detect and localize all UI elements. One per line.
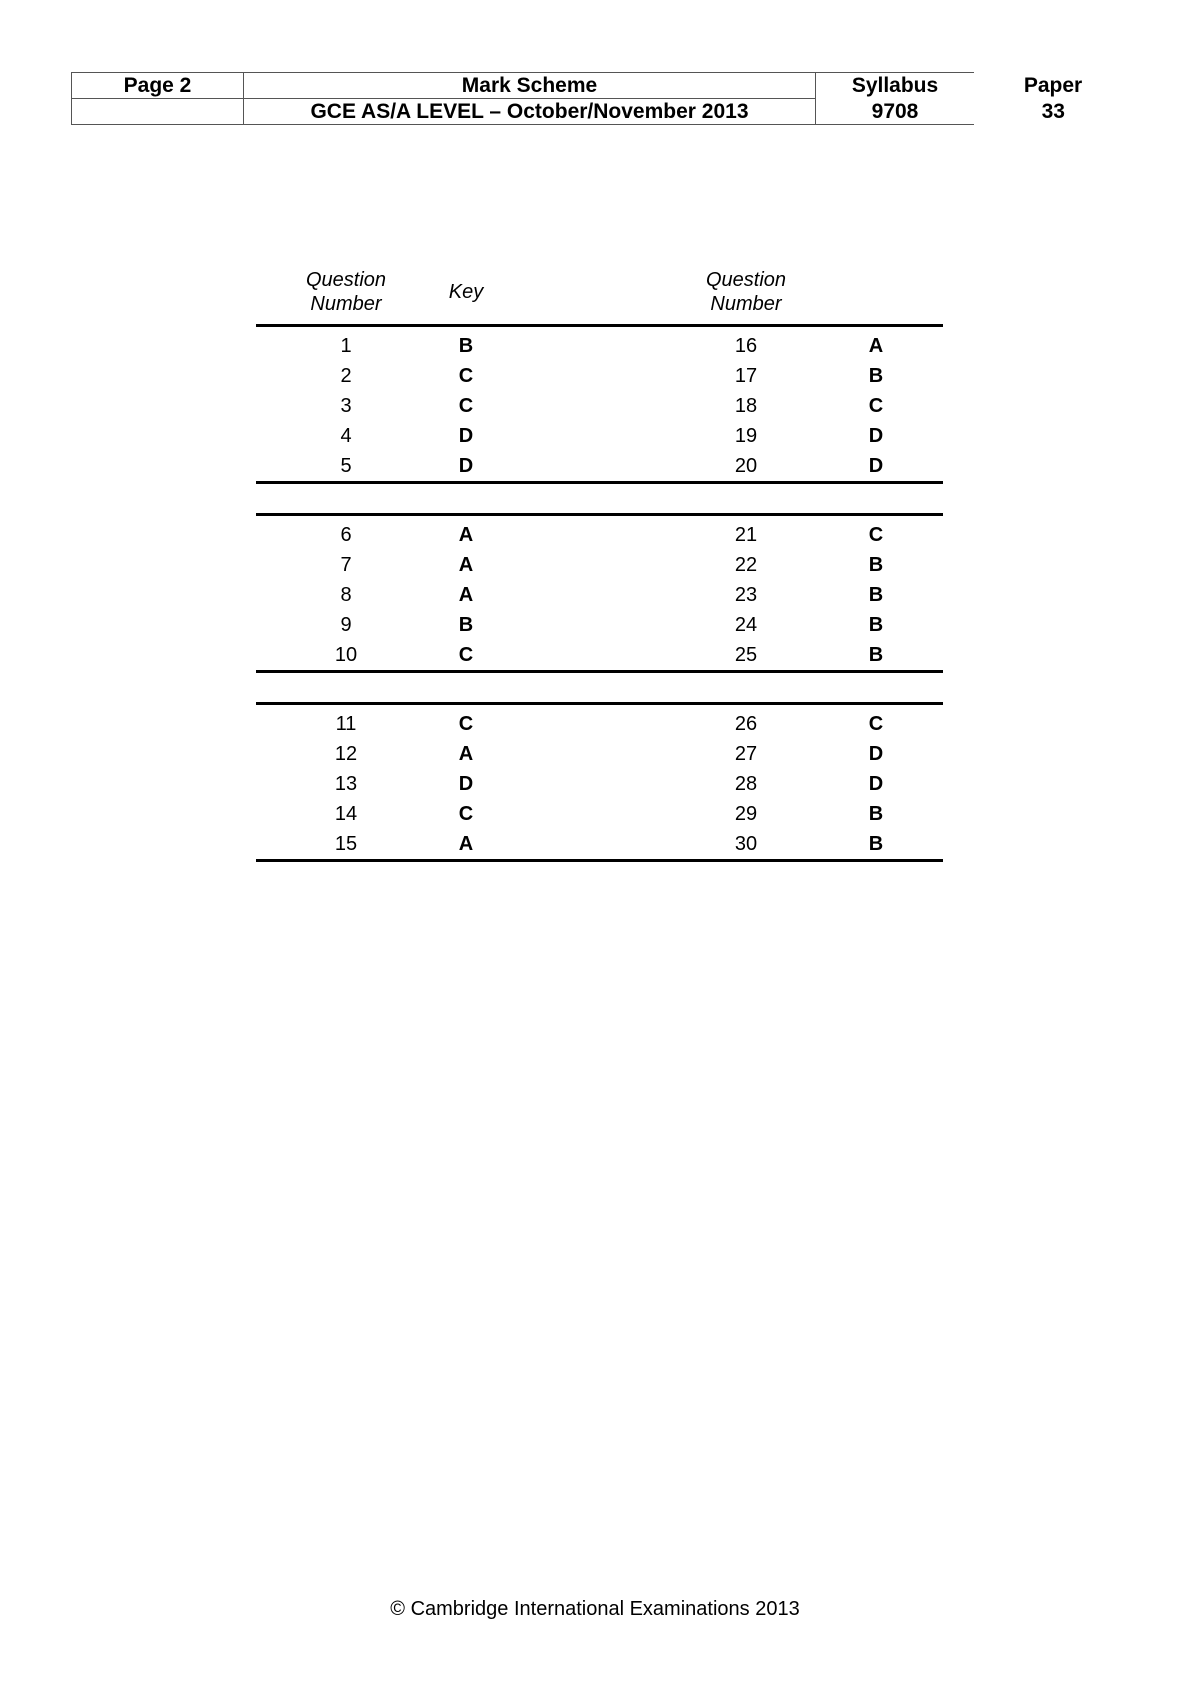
question-number: 10	[334, 644, 358, 666]
document-title: Mark Scheme	[244, 73, 816, 99]
question-number: 18	[734, 395, 758, 417]
copyright-footer: © Cambridge International Examinations 2013	[390, 1598, 800, 1620]
answer-key: D	[458, 773, 474, 795]
col-question-number-line1: Question	[305, 269, 387, 291]
answer-key: D	[868, 773, 884, 795]
answer-key: C	[458, 395, 474, 417]
question-number: 29	[734, 803, 758, 825]
answer-key-blocks	[256, 324, 943, 862]
question-number: 9	[340, 614, 352, 636]
col-question-number-2-line1: Question	[705, 269, 787, 291]
answer-key: A	[868, 335, 884, 357]
answer-key: C	[868, 524, 884, 546]
question-number: 28	[734, 773, 758, 795]
answer-key: A	[458, 584, 474, 606]
question-number: 12	[334, 743, 358, 765]
table-row	[256, 550, 943, 580]
answer-key-column-headers	[256, 262, 943, 322]
table-row	[256, 709, 943, 739]
col-question-number-2-line2: Number	[710, 293, 782, 315]
syllabus-value: 9708	[816, 99, 975, 125]
answer-key: C	[458, 803, 474, 825]
answer-key: A	[458, 743, 474, 765]
answer-key: B	[868, 803, 884, 825]
header-table	[71, 72, 1133, 125]
syllabus-label: Syllabus	[816, 73, 975, 99]
answer-block	[256, 702, 943, 862]
question-number: 2	[340, 365, 352, 387]
table-row	[256, 640, 943, 670]
table-row	[256, 391, 943, 421]
answer-key: C	[458, 365, 474, 387]
question-number: 15	[334, 833, 358, 855]
question-number: 3	[340, 395, 352, 417]
paper-value: 33	[1041, 100, 1065, 123]
answer-key-table	[256, 262, 943, 862]
question-number: 21	[734, 524, 758, 546]
answer-key: B	[868, 365, 884, 387]
answer-key: D	[458, 455, 474, 477]
table-row	[256, 421, 943, 451]
table-row	[256, 580, 943, 610]
paper-label: Paper	[1023, 74, 1083, 97]
answer-block	[256, 513, 943, 673]
question-number: 14	[334, 803, 358, 825]
question-number: 24	[734, 614, 758, 636]
question-number: 17	[734, 365, 758, 387]
question-number: 4	[340, 425, 352, 447]
table-row	[256, 451, 943, 481]
question-number: 22	[734, 554, 758, 576]
table-row	[256, 739, 943, 769]
answer-block	[256, 324, 943, 484]
page-label-blank	[72, 99, 244, 125]
question-number: 7	[340, 554, 352, 576]
question-number: 26	[734, 713, 758, 735]
document-subtitle: GCE AS/A LEVEL – October/November 2013	[244, 99, 816, 125]
answer-key: A	[458, 833, 474, 855]
col-question-number-2	[696, 262, 796, 322]
table-row	[256, 769, 943, 799]
answer-key: B	[868, 644, 884, 666]
answer-key: B	[868, 833, 884, 855]
question-number: 8	[340, 584, 352, 606]
question-number: 27	[734, 743, 758, 765]
question-number: 30	[734, 833, 758, 855]
answer-key: B	[458, 335, 474, 357]
answer-key: C	[868, 395, 884, 417]
question-number: 16	[734, 335, 758, 357]
answer-key: B	[458, 614, 474, 636]
answer-key: D	[458, 425, 474, 447]
question-number: 1	[340, 335, 352, 357]
col-key: Key	[448, 281, 484, 303]
table-row	[256, 331, 943, 361]
answer-key: B	[868, 554, 884, 576]
question-number: 23	[734, 584, 758, 606]
answer-key: C	[458, 644, 474, 666]
table-row	[256, 799, 943, 829]
answer-key: D	[868, 425, 884, 447]
table-row	[256, 829, 943, 859]
question-number: 20	[734, 455, 758, 477]
answer-key: C	[868, 713, 884, 735]
answer-key: A	[458, 524, 474, 546]
col-question-number-line2: Number	[310, 293, 382, 315]
answer-key: D	[868, 455, 884, 477]
question-number: 19	[734, 425, 758, 447]
answer-key: B	[868, 614, 884, 636]
table-row	[256, 610, 943, 640]
answer-key: A	[458, 554, 474, 576]
question-number: 11	[335, 713, 357, 735]
answer-key: C	[458, 713, 474, 735]
question-number: 5	[340, 455, 352, 477]
table-row	[256, 361, 943, 391]
answer-key: B	[868, 584, 884, 606]
page-label: Page 2	[72, 73, 244, 99]
question-number: 6	[340, 524, 352, 546]
col-question-number	[296, 262, 396, 322]
question-number: 25	[734, 644, 758, 666]
table-row	[256, 520, 943, 550]
answer-key: D	[868, 743, 884, 765]
question-number: 13	[334, 773, 358, 795]
